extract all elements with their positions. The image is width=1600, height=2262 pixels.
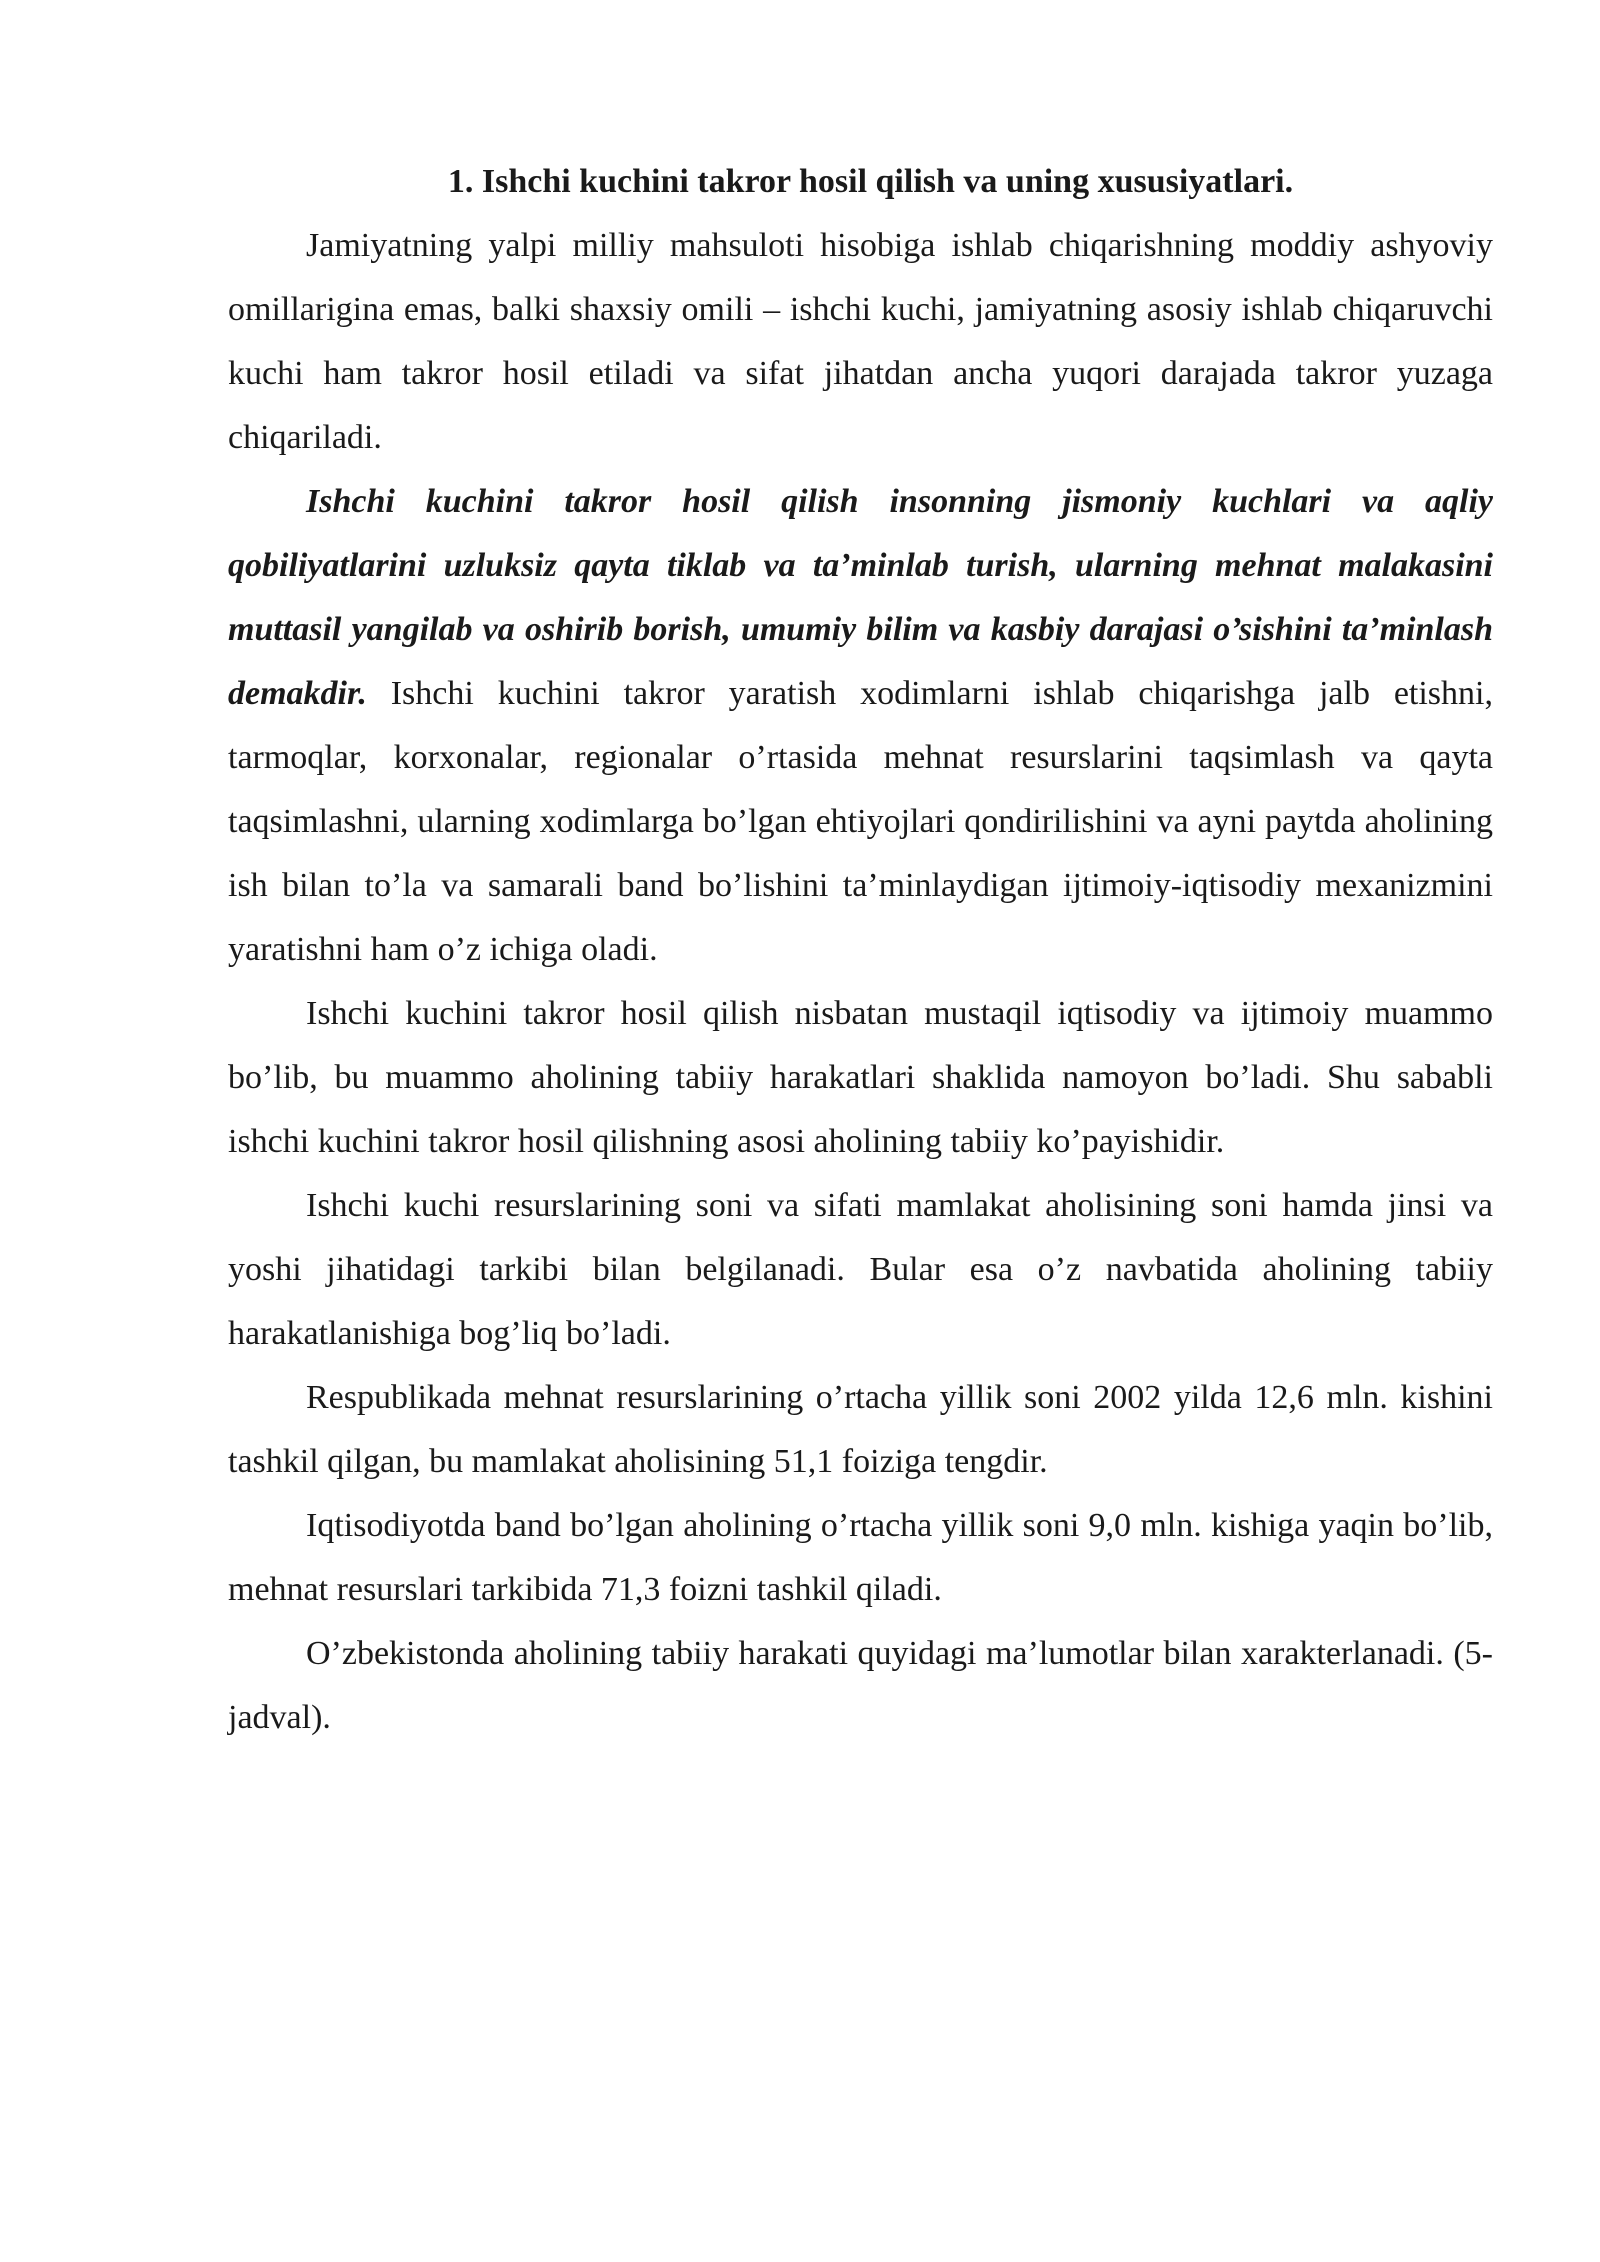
paragraph-text: Jamiyatning yalpi milliy mahsuloti hisobiga ishlab chiqarishning moddiy ashyoviy omillarigina emas, balki shaxsiy omili – ishchi kuchi, jamiyatning asosiy ishlab chiqaruvchi kuchi ham takror hosil etiladi va sifat jihatdan ancha yuqori darajada takror yuzaga chiqariladi. bbox=[228, 227, 1493, 456]
document-page bbox=[228, 150, 1493, 1750]
paragraph-text: Ishchi kuchini takror yaratish xodimlarni ishlab chiqarishga jalb etishni, tarmoqlar, korxonalar, regionalar o’rtasida mehnat resurslarini taqsimlash va qayta taqsimlashni, ularning xodimlarga bo’lgan ehtiyojlari qondirilishini va ayni paytda aholining ish bilan to’la va samarali band bo’lishini ta’minlaydigan ijtimoiy-iqtisodiy mexanizmini yaratishni ham o’z ichiga oladi. bbox=[228, 675, 1493, 968]
paragraph-text: Ishchi kuchini takror hosil qilish nisbatan mustaqil iqtisodiy va ijtimoiy muammo bo’lib, bu muammo aholining tabiiy harakatlari shaklida namoyon bo’ladi. Shu sababli ishchi kuchini takror hosil qilishning asosi aholining tabiiy ko’payishidir. bbox=[228, 995, 1493, 1160]
paragraph-1 bbox=[228, 214, 1493, 470]
paragraph-text: O’zbekistonda aholining tabiiy harakati quyidagi ma’lumotlar bilan xarakterlanadi. (5-jadval). bbox=[228, 1635, 1493, 1736]
definition-emphasis: Ishchi kuchini takror hosil qilish insonning jismoniy kuchlari va aqliy qobiliyatlarini uzluksiz qayta tiklab va ta’minlab turish, ularning mehnat malakasini muttasil yangilab va oshirib borish, umumiy bilim va kasbiy darajasi o’sishini ta’minlash demakdir. bbox=[228, 483, 1493, 712]
paragraph-text: Iqtisodiyotda band bo’lgan aholining o’rtacha yillik soni 9,0 mln. kishiga yaqin bo’lib, mehnat resurslari tarkibida 71,3 foizni tashkil qiladi. bbox=[228, 1507, 1493, 1608]
paragraph-text: Respublikada mehnat resurslarining o’rtacha yillik soni 2002 yilda 12,6 mln. kishini tashkil qilgan, bu mamlakat aholisining 51,1 foiziga tengdir. bbox=[228, 1379, 1493, 1480]
paragraph-5 bbox=[228, 1366, 1493, 1494]
paragraph-text: Ishchi kuchi resurslarining soni va sifati mamlakat aholisining soni hamda jinsi va yoshi jihatidagi tarkibi bilan belgilanadi. Bular esa o’z navbatida aholining tabiiy harakatlanishiga bog’liq bo’ladi. bbox=[228, 1187, 1493, 1352]
paragraph-4 bbox=[228, 1174, 1493, 1366]
paragraph-3 bbox=[228, 982, 1493, 1174]
paragraph-6 bbox=[228, 1494, 1493, 1622]
paragraph-7 bbox=[228, 1622, 1493, 1750]
section-title: 1. Ishchi kuchini takror hosil qilish va uning xususiyatlari. bbox=[447, 163, 1294, 200]
paragraph-2 bbox=[228, 470, 1493, 982]
